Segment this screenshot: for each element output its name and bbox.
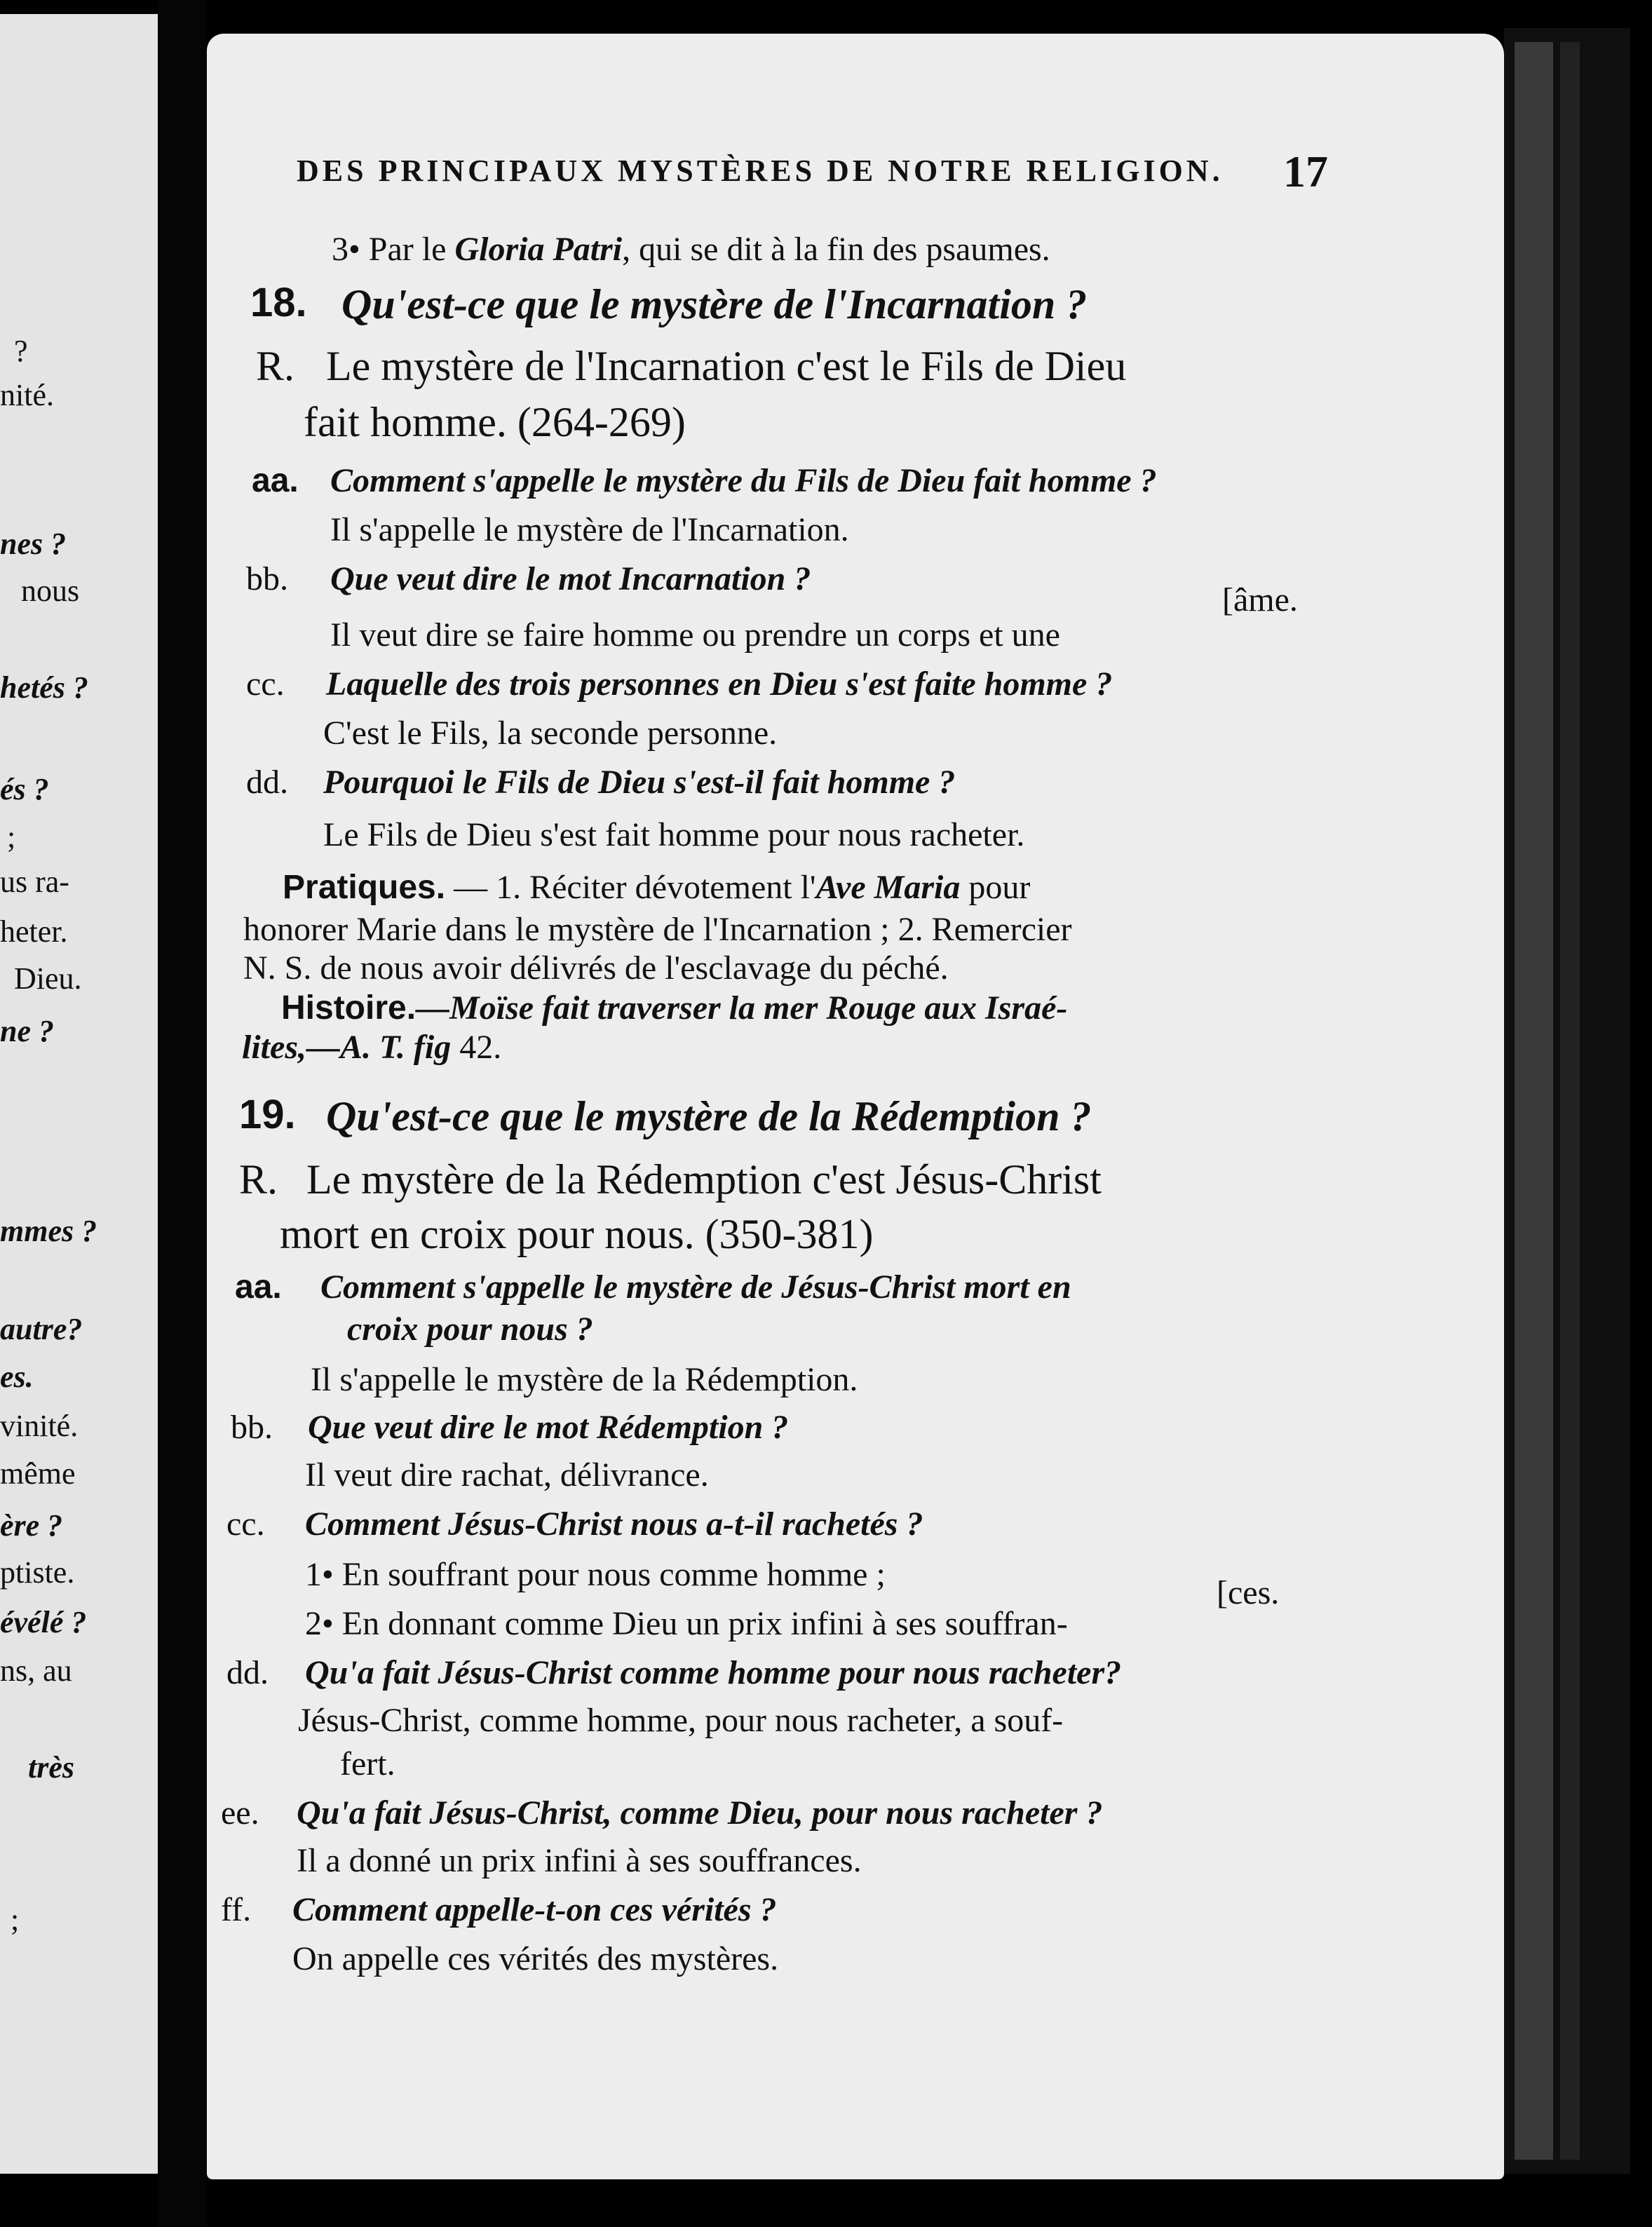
left-fragment: nité. — [0, 378, 54, 412]
answer-label: R. — [239, 1156, 278, 1203]
left-fragment: même — [0, 1456, 76, 1491]
histoire-paragraph: Histoire.—Moïse fait traverser la mer Rouge aux Israé- — [281, 989, 1068, 1027]
left-fragment: nes ? — [0, 527, 67, 561]
sub-answer-text: Le Fils de Dieu s'est fait homme pour nous racheter. — [323, 816, 1025, 853]
left-fragment: ; — [7, 820, 16, 854]
pratiques-paragraph: Pratiques. — 1. Réciter dévotement l'Ave Maria pour — [283, 869, 1031, 906]
sub-question-label: aa. — [252, 462, 299, 499]
line-continuation: [âme. — [1222, 581, 1298, 618]
left-fragment: évélé ? — [0, 1605, 87, 1639]
sub-answer-text: C'est le Fils, la seconde personne. — [323, 715, 778, 752]
sub-question-label: dd. — [226, 1654, 269, 1691]
left-fragment: es. — [0, 1360, 34, 1394]
sub-answer-text: fert. — [340, 1745, 395, 1782]
answer-text: mort en croix pour nous. (350-381) — [280, 1211, 874, 1257]
answer-label: R. — [256, 343, 295, 389]
sub-answer-text: Il veut dire rachat, délivrance. — [305, 1456, 709, 1494]
sub-answer-text: 1• En souffrant pour nous comme homme ; — [305, 1556, 886, 1593]
book-gutter — [158, 0, 207, 2227]
page-number: 17 — [1283, 147, 1328, 196]
left-fragment: Dieu. — [14, 961, 82, 996]
question-text: Qu'est-ce que le mystère de la Rédemption ? — [326, 1093, 1092, 1139]
left-fragment: ptiste. — [0, 1555, 75, 1590]
answer-text: fait homme. (264-269) — [304, 399, 686, 445]
sub-answer-text: On appelle ces vérités des mystères. — [292, 1940, 779, 1977]
left-fragment: vinité. — [0, 1409, 79, 1443]
sub-question-text: Que veut dire le mot Incarnation ? — [330, 560, 811, 597]
question-number: 19. — [239, 1092, 296, 1137]
sub-question-text: Pourquoi le Fils de Dieu s'est-il fait homme ? — [323, 764, 956, 801]
sub-question-label: dd. — [246, 764, 288, 801]
left-fragment: ; — [11, 1902, 20, 1937]
sub-answer-text: Il veut dire se faire homme ou prendre un corps et une — [330, 616, 1060, 654]
sub-question-label: ff. — [221, 1891, 252, 1928]
sub-question-label: bb. — [231, 1409, 273, 1446]
sub-question-text: croix pour nous ? — [347, 1311, 593, 1348]
sub-answer-text: Il s'appelle le mystère de l'Incarnation. — [330, 511, 849, 548]
sub-answer-text: Il a donné un prix infini à ses souffrances. — [297, 1842, 862, 1879]
left-fragment: mmes ? — [0, 1214, 97, 1248]
left-fragment: ère ? — [0, 1508, 63, 1543]
left-fragment: heter. — [0, 914, 68, 949]
left-fragment: très — [28, 1750, 74, 1785]
sub-question-label: cc. — [246, 665, 285, 703]
left-page-fragment — [0, 14, 158, 2174]
sub-question-label: aa. — [235, 1268, 282, 1306]
book-page — [207, 34, 1504, 2179]
histoire-paragraph: lites,—A. T. fig 42. — [242, 1029, 502, 1066]
sub-question-text: Que veut dire le mot Rédemption ? — [308, 1409, 789, 1446]
left-fragment: ne ? — [0, 1014, 54, 1048]
sub-question-text: Laquelle des trois personnes en Dieu s'est faite homme ? — [326, 665, 1113, 703]
sub-answer-text: 2• En donnant comme Dieu un prix infini à ses souffran- — [305, 1605, 1068, 1642]
text-line: 3• Par le Gloria Patri, qui se dit à la fin des psaumes. — [332, 231, 1050, 268]
sub-question-label: ee. — [221, 1794, 259, 1832]
sub-answer-text: Il s'appelle le mystère de la Rédemption. — [311, 1361, 858, 1398]
left-fragment: nous — [21, 574, 80, 608]
left-fragment: us ra- — [0, 865, 69, 899]
left-fragment: és ? — [0, 772, 49, 806]
page-edge-strip — [1515, 42, 1553, 2160]
pratiques-paragraph: N. S. de nous avoir délivrés de l'esclavage du péché. — [243, 949, 949, 987]
answer-text: Le mystère de la Rédemption c'est Jésus-Christ — [306, 1156, 1102, 1203]
sub-answer-text: Jésus-Christ, comme homme, pour nous racheter, a souf- — [298, 1702, 1064, 1739]
left-fragment: ? — [14, 334, 28, 368]
left-fragment: hetés ? — [0, 670, 88, 705]
sub-question-text: Comment s'appelle le mystère de Jésus-Christ mort en — [320, 1268, 1071, 1306]
left-fragment: ns, au — [0, 1653, 72, 1688]
sub-question-text: Qu'a fait Jésus-Christ comme homme pour nous racheter? — [305, 1654, 1122, 1691]
sub-question-text: Comment Jésus-Christ nous a-t-il rachetés ? — [305, 1505, 923, 1543]
left-fragment: autre? — [0, 1312, 83, 1346]
pratiques-paragraph: honorer Marie dans le mystère de l'Incarnation ; 2. Remercier — [243, 911, 1072, 948]
question-number: 18. — [250, 280, 307, 325]
sub-question-text: Comment appelle-t-on ces vérités ? — [292, 1891, 777, 1928]
sub-question-text: Comment s'appelle le mystère du Fils de Dieu fait homme ? — [330, 462, 1157, 499]
sub-question-label: bb. — [246, 560, 288, 597]
page-edge-strip — [1560, 42, 1580, 2160]
sub-question-label: cc. — [226, 1505, 265, 1543]
sub-question-text: Qu'a fait Jésus-Christ, comme Dieu, pour nous racheter ? — [297, 1794, 1103, 1832]
question-text: Qu'est-ce que le mystère de l'Incarnation ? — [341, 281, 1088, 327]
line-continuation: [ces. — [1217, 1574, 1280, 1611]
answer-text: Le mystère de l'Incarnation c'est le Fils de Dieu — [326, 343, 1127, 389]
running-title: DES PRINCIPAUX MYSTÈRES DE NOTRE RELIGION. — [297, 154, 1224, 188]
